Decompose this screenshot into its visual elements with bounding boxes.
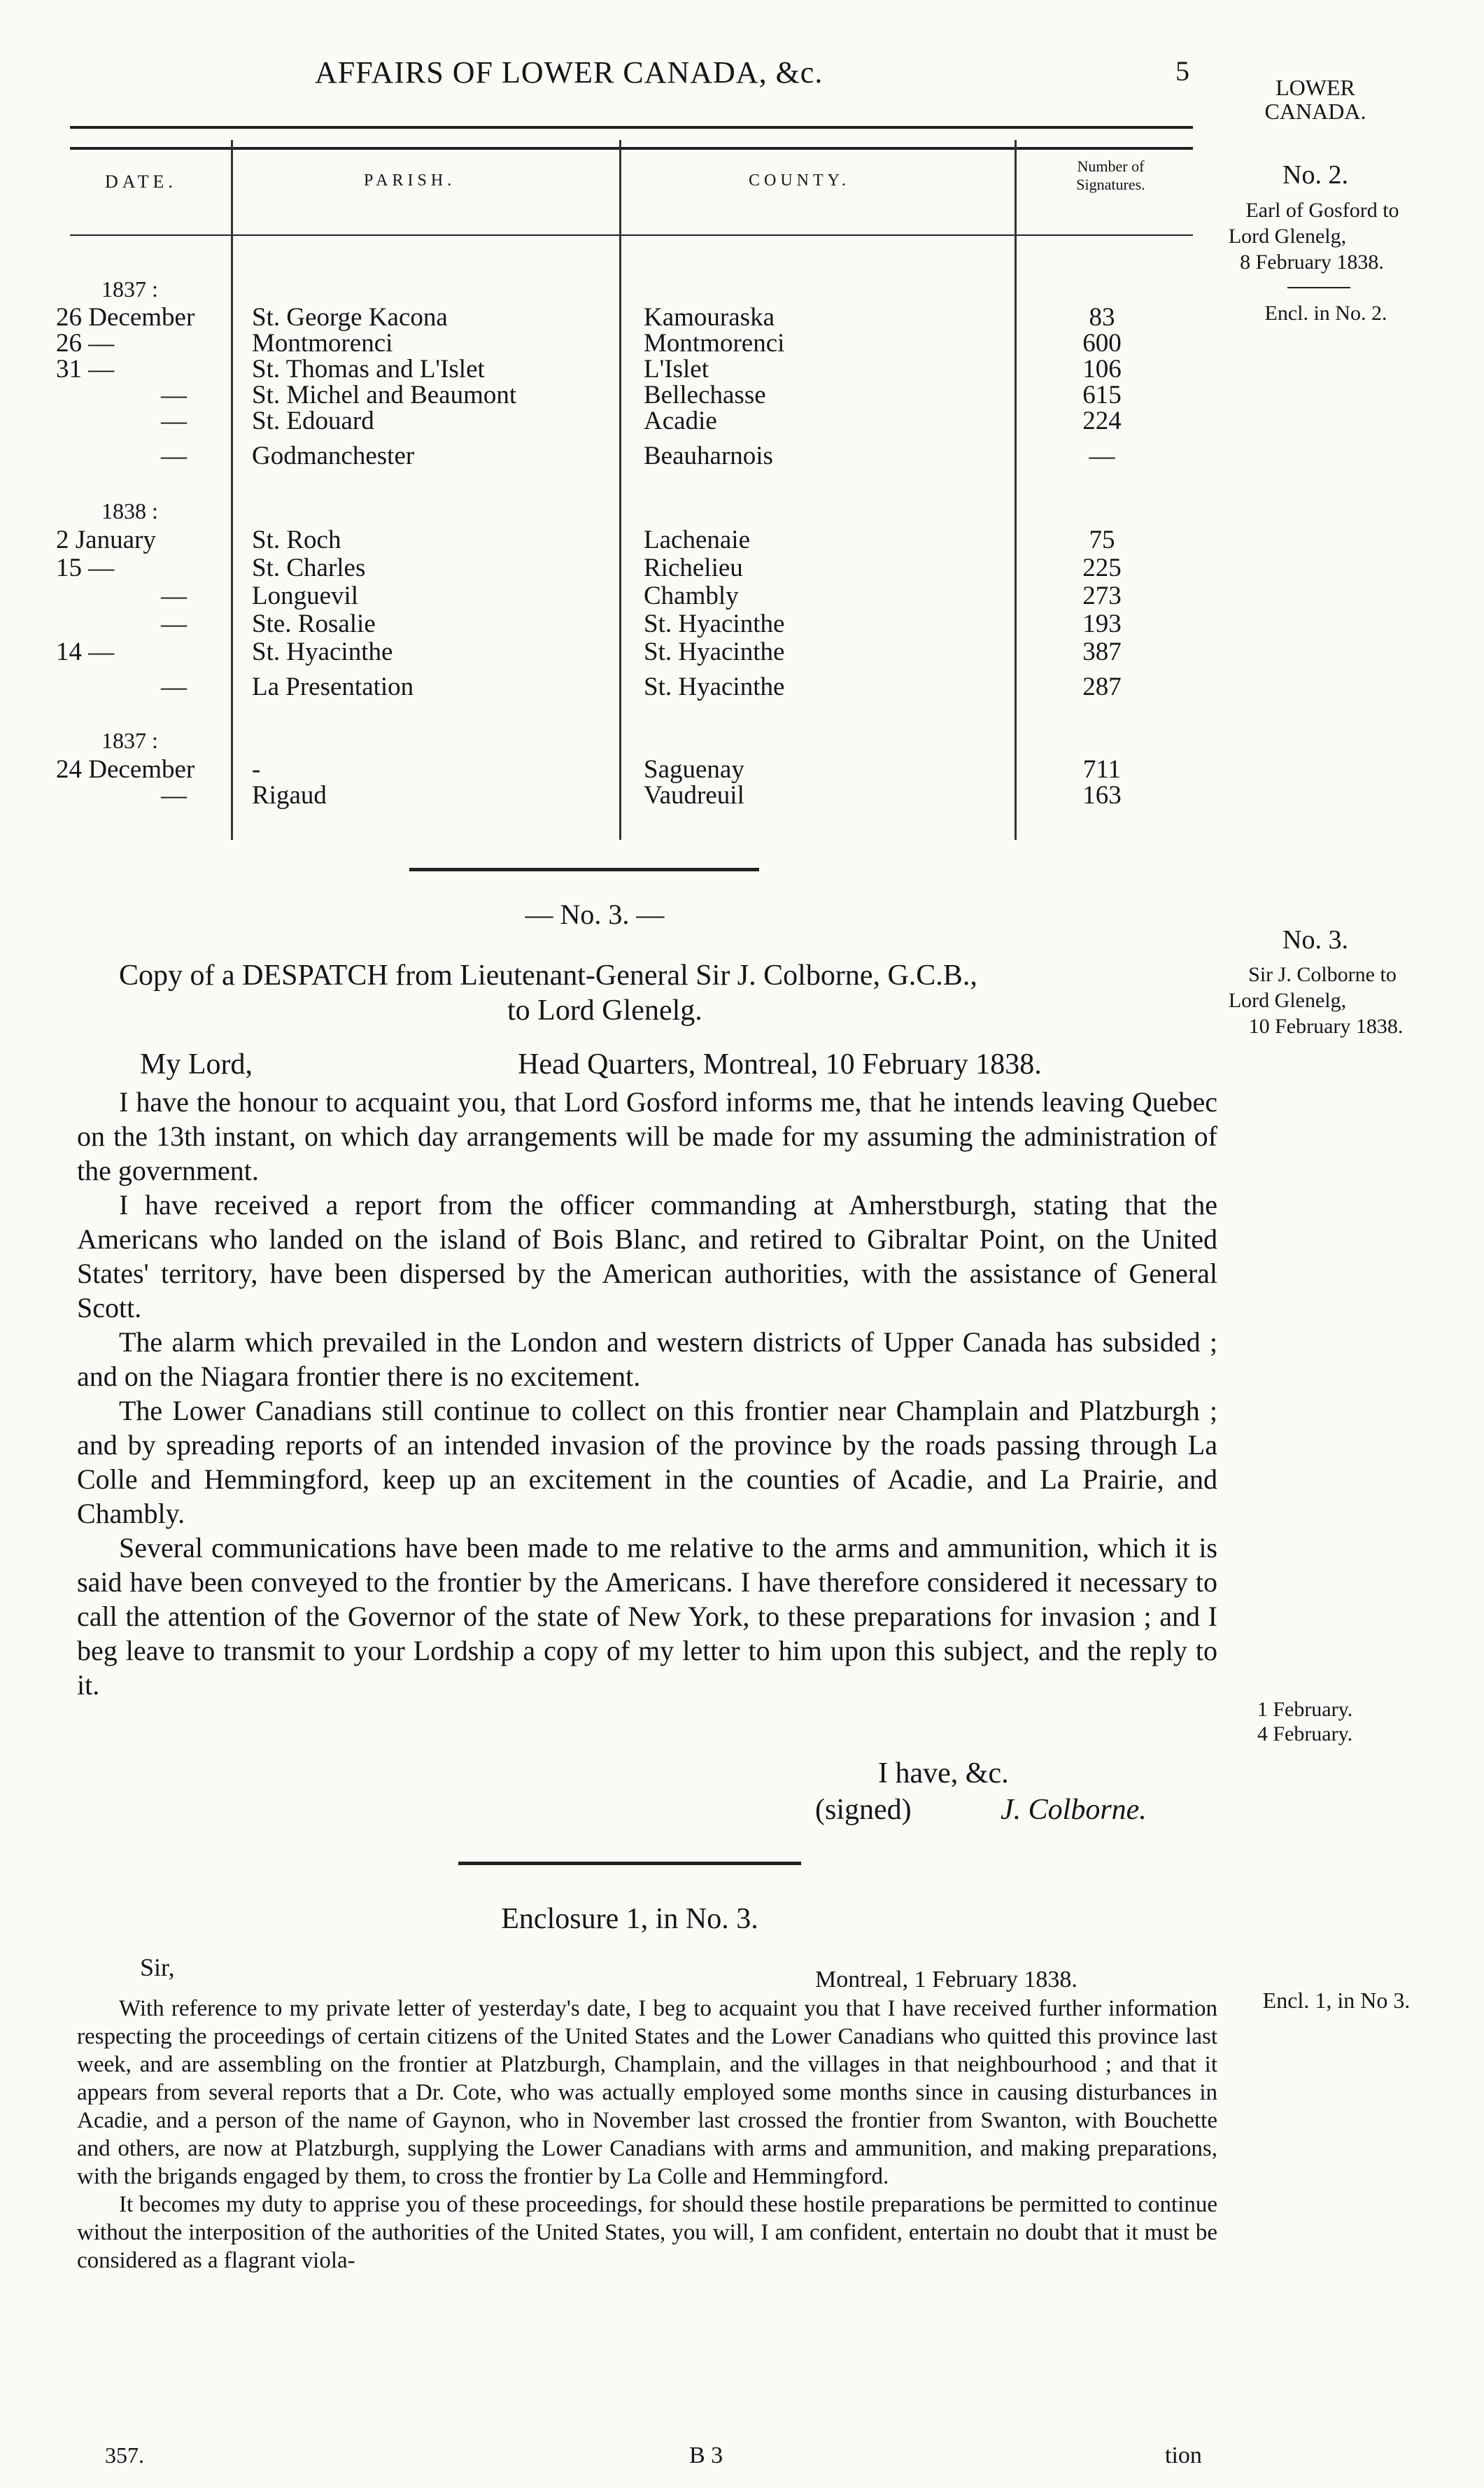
margin-no2-title: No. 2. <box>1282 160 1348 190</box>
signature: J. Colborne. <box>1001 1794 1147 1826</box>
table-row: — St. Michel and Beaumont Bellechasse 615 <box>161 381 1122 409</box>
signed-label: (signed) <box>815 1794 912 1826</box>
page-number: 5 <box>1175 55 1189 87</box>
despatch-body <box>77 1085 1217 1702</box>
section-rule <box>409 868 759 871</box>
margin-no3-to: Lord Glenelg, <box>1228 989 1347 1012</box>
margin-rule <box>1287 287 1350 288</box>
catchword: tion <box>1165 2443 1202 2468</box>
col-header-number: Number of Signatures. <box>1076 157 1145 193</box>
paragraph: I have the honour to acquaint you, that Lord Gosford informs me, that he intends leaving Quebec on the 13th instant, on which day arrangements will be made for my assuming the administration of the government. <box>77 1086 1217 1186</box>
table-row: — La Presentation St. Hyacinthe 287 <box>161 673 1122 701</box>
margin-encl1: Encl. 1, in No 3. <box>1262 1988 1411 2013</box>
margin-feb1: 1 February. <box>1257 1698 1353 1721</box>
margin-no3-title: No. 3. <box>1282 925 1348 955</box>
table-subheader-rule <box>70 234 1193 236</box>
section-heading: — No. 3. — <box>525 899 665 930</box>
closing: I have, &c. <box>878 1757 1009 1790</box>
paragraph: The Lower Canadians still continue to collect on this frontier near Champlain and Platzburgh ; and by spreading reports of an intended invasion of the province by the roads passing through La Colle and Hemmingford, keep up an excitement in the counties of Acadie, and La Prairie, and Chambly. <box>77 1395 1217 1529</box>
table-row: 14 — St. Hyacinthe St. Hyacinthe 387 <box>56 638 1122 666</box>
margin-no3-from: Sir J. Colborne to <box>1248 963 1397 986</box>
table-row: 1838 : <box>101 498 158 523</box>
page-title: AFFAIRS OF LOWER CANADA, &c. <box>315 55 824 90</box>
table-row: — St. Edouard Acadie 224 <box>161 407 1122 435</box>
table-row: — Longuevil Chambly 273 <box>161 582 1122 610</box>
paragraph: It becomes my duty to apprise you of these proceedings, for should these hostile preparations be permitted to continue without the interposition of the authorities of the United States, you will, I am confident, entertain no doubt that it must be considered as a flagrant viola- <box>77 2192 1217 2273</box>
header-rule <box>70 126 1193 129</box>
col-header-county: COUNTY. <box>749 171 850 190</box>
despatch-title-line1: Copy of a DESPATCH from Lieutenant-General Sir J. Colborne, G.C.B., <box>119 960 977 992</box>
footer-number: 357. <box>105 2443 144 2468</box>
table-row: — Rigaud Vaudreuil 163 <box>161 781 1122 810</box>
table-row: 1837 : <box>101 276 158 302</box>
signature-mark: B 3 <box>689 2443 723 2468</box>
salutation: My Lord, <box>140 1048 253 1081</box>
table-row: 1837 : <box>101 728 158 753</box>
margin-feb4: 4 February. <box>1257 1722 1353 1745</box>
margin-no2-date: 8 February 1838. <box>1240 251 1384 274</box>
section-rule <box>458 1862 801 1865</box>
table-row: 31 — St. Thomas and L'Islet L'Islet 106 <box>56 355 1122 384</box>
table-row: 26 December St. George Kacona Kamouraska 83 <box>56 303 1115 332</box>
margin-no2-from: Earl of Gosford to <box>1245 199 1399 222</box>
paragraph: I have received a report from the officer commanding at Amherstburgh, stating that the Americans who landed on the island of Bois Blanc, and retired to Gibraltar Point, on the United States' territory, have been dispersed by the American authorities, with the assistance of General Scott. <box>77 1189 1217 1323</box>
enclosure-title: Enclosure 1, in No. 3. <box>501 1903 758 1935</box>
col-header-date: DATE. <box>105 171 177 192</box>
enclosure-place-date: Montreal, 1 February 1838. <box>815 1967 1077 1992</box>
table-row: 2 January St. Roch Lachenaie 75 <box>56 526 1115 554</box>
side-title: LOWER CANADA. <box>1264 75 1366 124</box>
table-row: — Ste. Rosalie St. Hyacinthe 193 <box>161 610 1122 638</box>
table-row: — Godmanchester Beauharnois — <box>161 442 1115 470</box>
margin-no2-encl: Encl. in No. 2. <box>1264 302 1387 325</box>
table-row: 24 December - Saguenay 711 <box>56 755 1122 784</box>
table-header-rule <box>70 147 1193 150</box>
margin-no2-to: Lord Glenelg, <box>1228 225 1347 248</box>
paragraph: The alarm which prevailed in the London and western districts of Upper Canada has subsided ; and on the Niagara frontier there is no excitement. <box>77 1326 1217 1392</box>
despatch-title-line2: to Lord Glenelg. <box>507 995 702 1027</box>
margin-no3-date: 10 February 1838. <box>1248 1015 1404 1038</box>
col-header-parish: PARISH. <box>364 171 456 190</box>
place-date: Head Quarters, Montreal, 10 February 1838. <box>518 1048 1042 1081</box>
enclosure-salutation: Sir, <box>140 1953 175 1981</box>
table-row: 26 — Montmorenci Montmorenci 600 <box>56 329 1122 358</box>
paragraph: Several communications have been made to me relative to the arms and ammunition, which it is said have been conveyed to the frontier by the Americans. I have therefore considered it necessary to call the attention of the Governor of the state of New York, to these preparations for invasion ; and I beg leave to transmit to your Lordship a copy of my letter to him upon this subject, and the reply to it. <box>77 1532 1217 1701</box>
table-row: 15 — St. Charles Richelieu 225 <box>56 554 1122 582</box>
enclosure-body <box>77 1995 1217 2275</box>
paragraph: With reference to my private letter of yesterday's date, I beg to acquaint you that I have received further information respecting the proceedings of certain citizens of the United States and the Lower Canadians who quitted this province last week, and are assembling on the frontier at Platzburgh, Champlain, and the villages in that neighbourhood ; and that it appears from several reports that a Dr. Cote, who was actually employed some months since in causing disturbances in Acadie, and a person of the name of Gaynon, who in November last crossed the frontier from Swanton, with Bouchette and others, are now at Platzburgh, supplying the Lower Canadians with arms and ammunition, and making preparations, with the brigands engaged by them, to cross the frontier by La Colle and Hemmingford. <box>77 1996 1217 2189</box>
